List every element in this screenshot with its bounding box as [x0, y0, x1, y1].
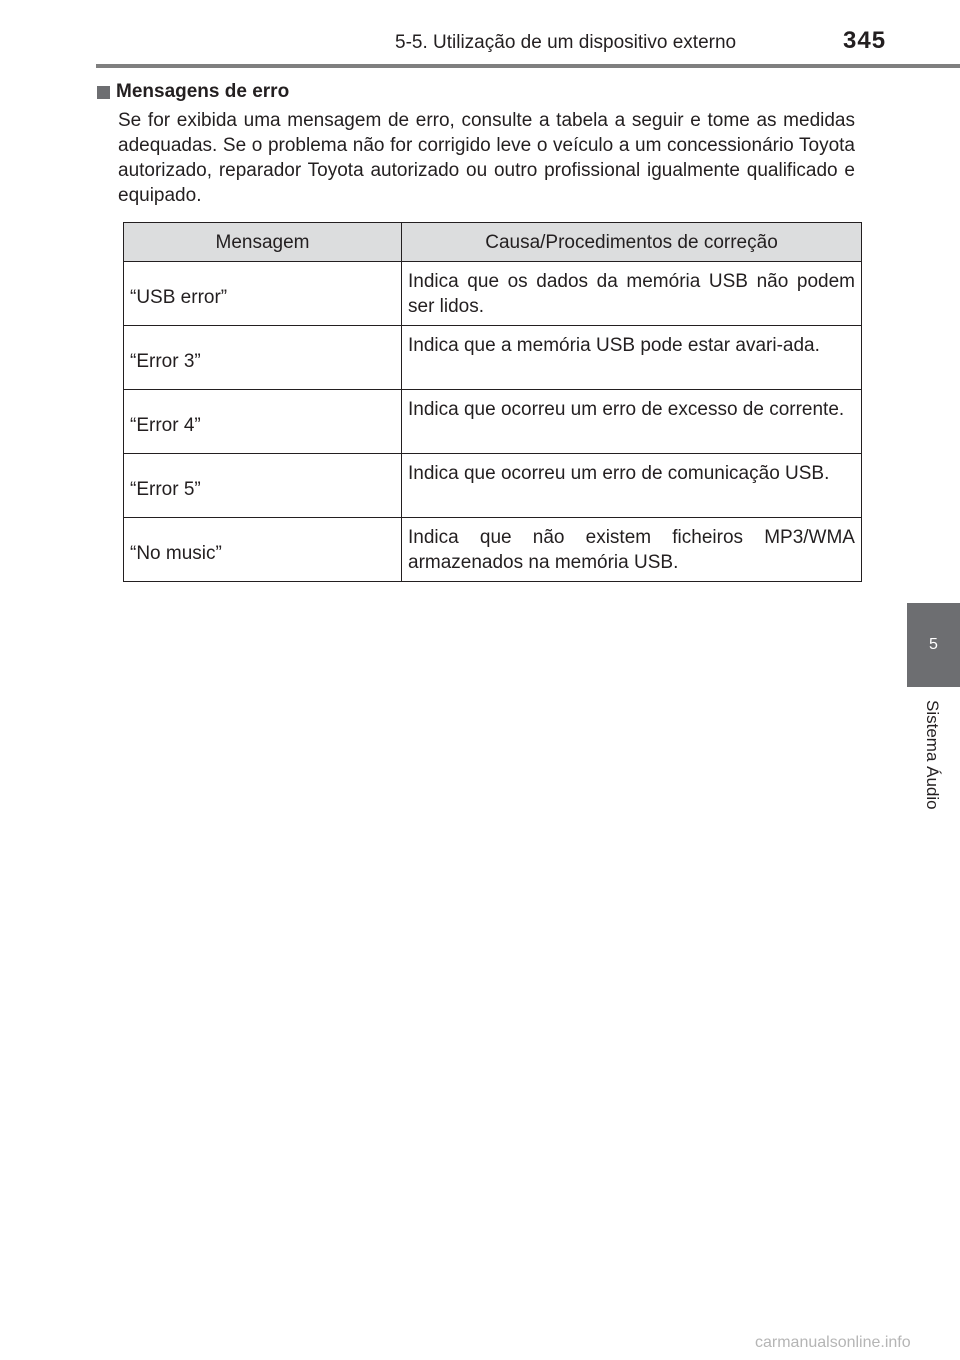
table-header-row: [124, 223, 862, 262]
error-messages-table: [123, 222, 862, 582]
table-cell-message: “USB error”: [124, 262, 402, 326]
section-heading: [97, 80, 289, 104]
header-rule: [96, 64, 960, 68]
table-row: [124, 262, 862, 326]
chapter-number: 5: [929, 636, 938, 653]
table-row: [124, 454, 862, 518]
table-row: [124, 518, 862, 582]
chapter-tab: [907, 603, 960, 687]
watermark: carmanualsonline.info: [755, 1334, 911, 1351]
column-header-message: Mensagem: [124, 223, 402, 262]
table-cell-message: “Error 3”: [124, 326, 402, 390]
square-bullet-icon: [97, 86, 110, 99]
page-number: 345: [843, 27, 887, 54]
table-cell-cause: Indica que ocorreu um erro de comunicação USB.: [402, 454, 862, 518]
table-cell-cause: Indica que os dados da memória USB não podem ser lidos.: [402, 262, 862, 326]
section-heading-text: Mensagens de erro: [116, 81, 290, 102]
header-section-title: 5-5. Utilização de um dispositivo externo: [395, 32, 737, 53]
table-row: [124, 326, 862, 390]
table-row: [124, 390, 862, 454]
table-cell-cause: Indica que a memória USB pode estar avari-ada.: [402, 326, 862, 390]
intro-paragraph: Se for exibida uma mensagem de erro, consulte a tabela a seguir e tome as medidas adequadas. Se o problema não for corrigido leve o veículo a um concessionário Toyota autorizado, reparador Toyota autorizado ou outro profissional igualmente qualificado e equipado.: [118, 110, 855, 206]
table-cell-message: “Error 4”: [124, 390, 402, 454]
table-cell-message: “No music”: [124, 518, 402, 582]
chapter-label: Sistema Áudio: [923, 700, 942, 810]
table-cell-cause: Indica que ocorreu um erro de excesso de corrente.: [402, 390, 862, 454]
table-cell-message: “Error 5”: [124, 454, 402, 518]
table-cell-cause: Indica que não existem ficheiros MP3/WMA armazenados na memória USB.: [402, 518, 862, 582]
column-header-cause: Causa/Procedimentos de correção: [402, 223, 862, 262]
